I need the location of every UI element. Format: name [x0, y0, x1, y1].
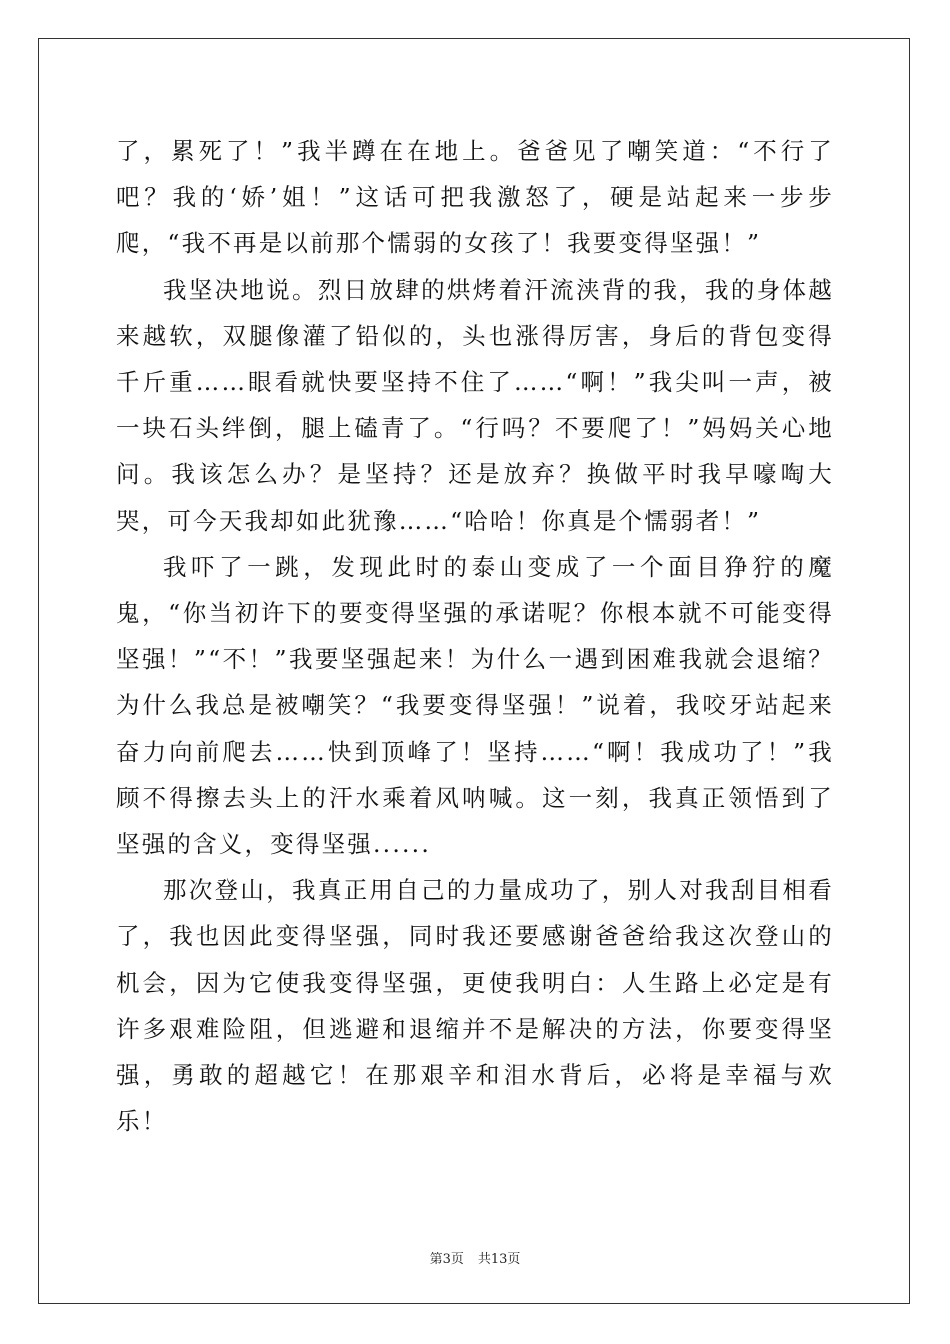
paragraph-2: 我坚决地说。烈日放肆的烘烤着汗流浃背的我，我的身体越来越软，双腿像灌了铅似的，头也涨得厉害，身后的背包变得千斤重……眼看就快要坚持不住了……“啊！”我尖叫一声，被一块石头绊倒，腿上磕青了。“行吗？不要爬了！”妈妈关心地问。我该怎么办？是坚持？还是放弃？换做平时我早嚎啕大哭，可今天我却如此犹豫……“哈哈！你真是个懦弱者！”: [116, 275, 834, 535]
paragraph-1: 了，累死了！”我半蹲在在地上。爸爸见了嘲笑道：“不行了吧？我的‘娇’姐！”这话可把我激怒了，硬是站起来一步步爬，“我不再是以前那个懦弱的女孩了！我要变得坚强！”: [116, 137, 834, 258]
page-total: 共13页: [477, 1252, 521, 1267]
paragraph-4: 那次登山，我真正用自己的力量成功了，别人对我刮目相看了，我也因此变得坚强，同时我还要感谢爸爸给我这次登山的机会，因为它使我变得坚强，更使我明白：人生路上必定是有许多艰难险阻，但逃避和退缩并不是解决的方法，你要变得坚强，勇敢的超越它！在那艰辛和泪水背后，必将是幸福与欢乐！: [116, 876, 834, 1136]
page-number: 第3页: [429, 1252, 464, 1267]
document-body: [116, 128, 834, 1144]
page-footer: [0, 1248, 950, 1267]
paragraph-3: 我吓了一跳，发现此时的泰山变成了一个面目狰狞的魔鬼，“你当初许下的要变得坚强的承诺呢？你根本就不可能变得坚强！”“不！”我要坚强起来！为什么一遇到困难我就会退缩？为什么我总是被嘲笑？“我要变得坚强！”说着，我咬牙站起来奋力向前爬去……快到顶峰了！坚持……“啊！我成功了！”我顾不得擦去头上的汗水乘着风呐喊。这一刻，我真正领悟到了坚强的含义，变得坚强......: [116, 552, 834, 859]
